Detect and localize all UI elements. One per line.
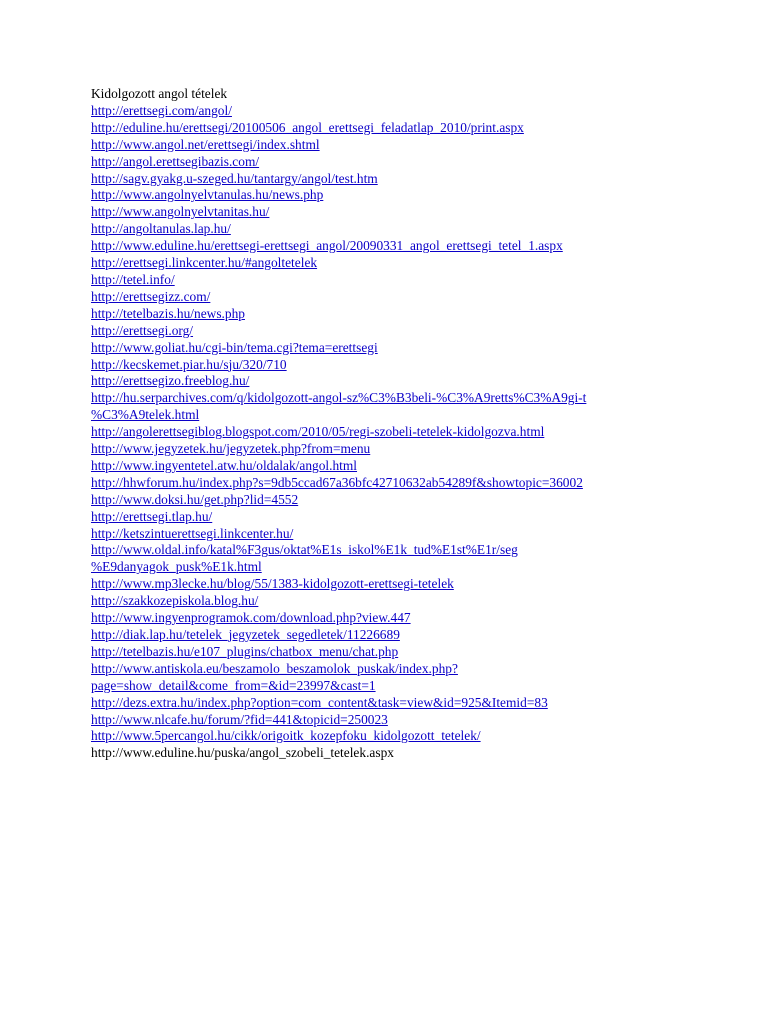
- hyperlink[interactable]: http://erettsegi.org/: [91, 322, 194, 338]
- hyperlink[interactable]: http://hhwforum.hu/index.php?s=9db5ccad67a36bfc42710632ab54289f&showtopic=36002: [91, 474, 583, 490]
- hyperlink[interactable]: http://www.nlcafe.hu/forum/?fid=441&topicid=250023: [91, 711, 388, 727]
- hyperlink[interactable]: http://erettsegi.com/angol/: [91, 102, 232, 118]
- hyperlink[interactable]: http://www.oldal.info/katal%F3gus/oktat%E1s_iskol%E1k_tud%E1st%E1r/seg: [91, 542, 518, 558]
- hyperlink[interactable]: http://www.ingyenprogramok.com/download.php?view.447: [91, 610, 411, 626]
- document-title: Kidolgozott angol tételek: [91, 86, 228, 101]
- hyperlink[interactable]: http://www.doksi.hu/get.php?lid=4552: [91, 491, 299, 507]
- hyperlink[interactable]: http://www.jegyzetek.hu/jegyzetek.php?from=menu: [91, 441, 371, 457]
- hyperlink[interactable]: http://szakkozepiskola.blog.hu/: [91, 593, 259, 609]
- hyperlink[interactable]: http://www.5percangol.hu/cikk/origoitk_kozepfoku_kidolgozott_tetelek/: [91, 728, 481, 744]
- hyperlink[interactable]: http://sagv.gyakg.u-szeged.hu/tantargy/angol/test.htm: [91, 170, 378, 186]
- hyperlink[interactable]: http://tetel.info/: [91, 271, 175, 287]
- hyperlink[interactable]: http://www.angolnyelvtanitas.hu/: [91, 204, 270, 220]
- hyperlink[interactable]: http://erettsegizo.freeblog.hu/: [91, 373, 250, 389]
- hyperlink[interactable]: http://hu.serparchives.com/q/kidolgozott-angol-sz%C3%B3beli-%C3%A9retts%C3%A9gi-t: [91, 390, 587, 406]
- hyperlink[interactable]: http://angolerettsegiblog.blogspot.com/2010/05/regi-szobeli-tetelek-kidolgozva.html: [91, 424, 545, 440]
- plain-url-text: http://www.eduline.hu/puska/angol_szobeli_tetelek.aspx: [91, 745, 394, 761]
- hyperlink[interactable]: page=show_detail&come_from=&id=23997&cast=1: [91, 677, 376, 693]
- hyperlink[interactable]: %C3%A9telek.html: [91, 407, 200, 423]
- hyperlink[interactable]: http://www.ingyentetel.atw.hu/oldalak/angol.html: [91, 457, 358, 473]
- hyperlink[interactable]: http://tetelbazis.hu/e107_plugins/chatbox_menu/chat.php: [91, 643, 399, 659]
- hyperlink[interactable]: http://kecskemet.piar.hu/sju/320/710: [91, 356, 287, 372]
- hyperlink[interactable]: %E9danyagok_pusk%E1k.html: [91, 559, 262, 575]
- hyperlink[interactable]: http://erettsegi.linkcenter.hu/#angoltetelek: [91, 255, 318, 271]
- hyperlink[interactable]: http://eduline.hu/erettsegi/20100506_angol_erettsegi_feladatlap_2010/print.aspx: [91, 119, 524, 135]
- hyperlink[interactable]: http://ketszintuerettsegi.linkcenter.hu/: [91, 525, 294, 541]
- hyperlink[interactable]: http://erettsegizz.com/: [91, 288, 211, 304]
- document-body: [91, 86, 681, 762]
- hyperlink[interactable]: http://tetelbazis.hu/news.php: [91, 305, 245, 321]
- hyperlink[interactable]: http://dezs.extra.hu/index.php?option=com_content&task=view&id=925&Itemid=83: [91, 694, 548, 710]
- hyperlink[interactable]: http://angoltanulas.lap.hu/: [91, 221, 231, 237]
- link-list: [91, 103, 681, 745]
- hyperlink[interactable]: http://diak.lap.hu/tetelek_jegyzetek_segedletek/11226689: [91, 627, 400, 642]
- hyperlink[interactable]: http://www.angolnyelvtanulas.hu/news.php: [91, 187, 324, 203]
- hyperlink[interactable]: http://www.angol.net/erettsegi/index.shtml: [91, 136, 320, 152]
- hyperlink[interactable]: http://www.eduline.hu/erettsegi-erettsegi_angol/20090331_angol_erettsegi_tetel_1.aspx: [91, 238, 563, 254]
- hyperlink[interactable]: http://erettsegi.tlap.hu/: [91, 508, 213, 524]
- hyperlink[interactable]: http://www.mp3lecke.hu/blog/55/1383-kidolgozott-erettsegi-tetelek: [91, 576, 454, 592]
- hyperlink[interactable]: http://www.goliat.hu/cgi-bin/tema.cgi?tema=erettsegi: [91, 339, 378, 355]
- hyperlink[interactable]: http://angol.erettsegibazis.com/: [91, 153, 260, 169]
- hyperlink[interactable]: http://www.antiskola.eu/beszamolo_beszamolok_puskak/index.php?: [91, 660, 458, 676]
